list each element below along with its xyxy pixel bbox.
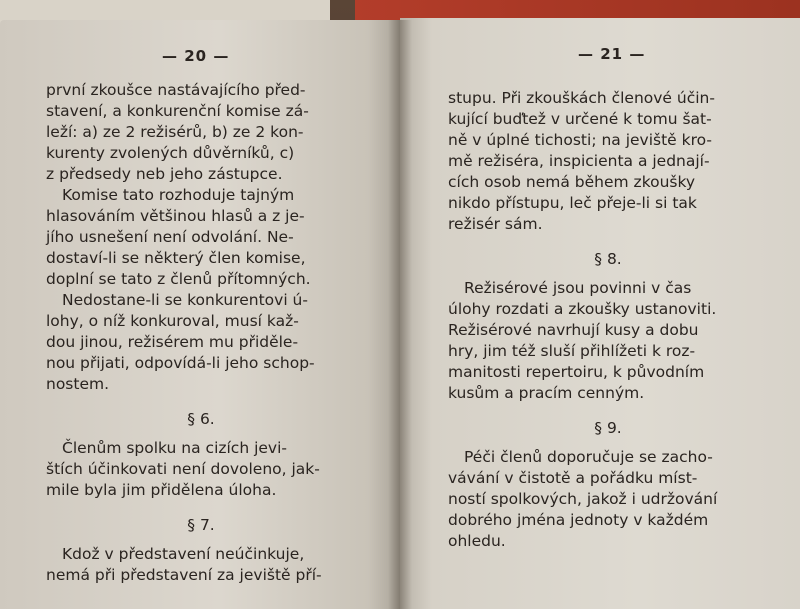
text-line: dou jinou, režisérem mu přiděle- — [46, 333, 299, 351]
text-line: hry, jim též sluší přihlížeti k roz- — [448, 342, 696, 360]
book-gutter — [388, 20, 412, 609]
text-line: lohy, o níž konkuroval, musí kaž- — [46, 312, 299, 330]
text-line: stavení, a konkurenční komise zá- — [46, 102, 309, 120]
text-line: režisér sám. — [448, 215, 543, 233]
text-line: mile byla jim přidělena úloha. — [46, 481, 277, 499]
section-heading-8: § 8. — [594, 250, 622, 268]
text-line: dostaví-li se některý člen komise, — [46, 249, 306, 267]
text-line: Kdož v představení neúčinkuje, — [62, 545, 305, 563]
text-line: stupu. Při zkouškách členové účin- — [448, 89, 715, 107]
text-line: ohledu. — [448, 532, 506, 550]
text-line: kusům a pracím cenným. — [448, 384, 645, 402]
text-line: první zkoušce nastávajícího před- — [46, 81, 306, 99]
text-line: kující buďtež v určené k tomu šat- — [448, 110, 712, 128]
text-line: manitosti repertoiru, k původním — [448, 363, 705, 381]
text-line: nou přijati, odpovídá-li jeho schop- — [46, 354, 315, 372]
right-page-text — [448, 88, 768, 552]
text-line: nostem. — [46, 375, 110, 393]
text-line: nikdo přístupu, leč přeje-li si tak — [448, 194, 697, 212]
section-heading-9: § 9. — [594, 419, 622, 437]
left-page — [0, 20, 400, 609]
text-line: doplní se tato z členů přítomných. — [46, 270, 311, 288]
text-line: jího usnešení není odvolání. Ne- — [46, 228, 294, 246]
text-line: leží: a) ze 2 režisérů, b) ze 2 kon- — [46, 123, 304, 141]
text-line: kurenty zvolených důvěrníků, c) — [46, 144, 295, 162]
text-line: Režisérové navrhují kusy a dobu — [448, 321, 699, 339]
text-line: z předsedy neb jeho zástupce. — [46, 165, 283, 183]
text-line: nemá při představení za jeviště pří- — [46, 566, 322, 584]
text-line: štích účinkovati není dovoleno, jak- — [46, 460, 320, 478]
text-line: Nedostane-li se konkurentovi ú- — [62, 291, 308, 309]
section-heading-7: § 7. — [187, 516, 215, 534]
left-page-number: — 20 — — [162, 47, 230, 65]
text-line: mě režiséra, inspicienta a jednají- — [448, 152, 710, 170]
text-line: ností spolkových, jakož i udržování — [448, 490, 718, 508]
text-line: hlasováním většinou hlasů a z je- — [46, 207, 305, 225]
right-page-number: — 21 — — [578, 45, 646, 63]
section-heading-6: § 6. — [187, 410, 215, 428]
text-line: Režisérové jsou povinni v čas — [464, 279, 692, 297]
right-page — [400, 18, 800, 609]
text-line: cích osob nemá během zkoušky — [448, 173, 696, 191]
text-line: úlohy rozdati a zkoušky ustanoviti. — [448, 300, 717, 318]
left-page-text — [46, 80, 356, 586]
text-line: vávání v čistotě a pořádku míst- — [448, 469, 698, 487]
text-line: Členům spolku na cizích jevi- — [62, 439, 287, 457]
text-line: dobrého jména jednoty v každém — [448, 511, 709, 529]
text-line: Komise tato rozhoduje tajným — [62, 186, 295, 204]
text-line: Péči členů doporučuje se zacho- — [464, 448, 713, 466]
text-line: ně v úplné tichosti; na jeviště kro- — [448, 131, 713, 149]
